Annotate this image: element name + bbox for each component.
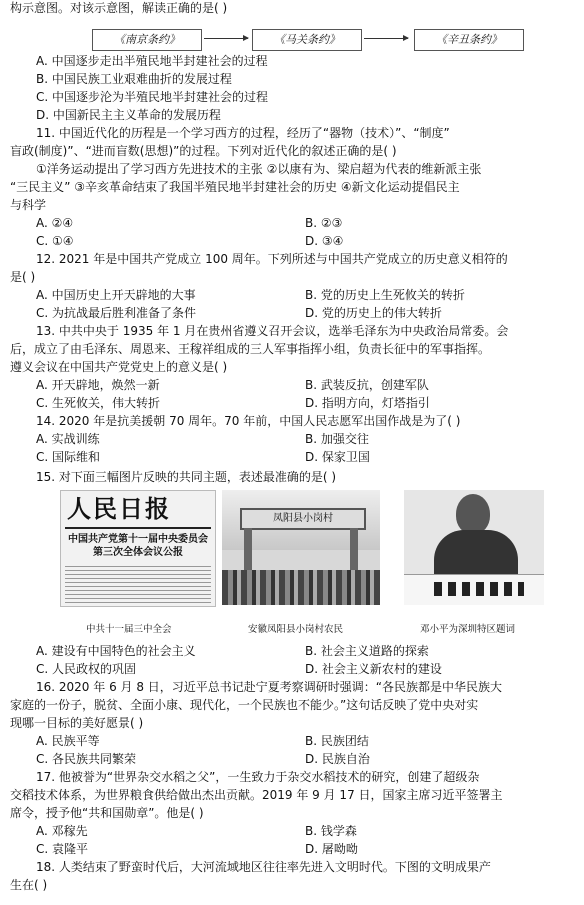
person-body — [434, 530, 518, 580]
question-12-line: 12. 2021 年是中国共产党成立 100 周年。下列所述与中国共产党成立的历史意义相符的 — [36, 252, 508, 266]
option-15-c: C. 人民政权的巩固 — [36, 662, 137, 676]
calligraphy-strokes — [434, 582, 524, 596]
deng-xiaoping-calligraphy-photo — [404, 490, 544, 605]
question-11-line: “三民主义” ③辛亥革命结束了我国半殖民地半封建社会的历史 ④新文化运动提倡民主 — [10, 180, 460, 194]
option-13-d: D. 指明方向，灯塔指引 — [305, 396, 430, 410]
option-10-b: B. 中国民族工业艰难曲折的发展过程 — [36, 72, 232, 86]
village-gate-sign: 凤阳县小岗村 — [240, 508, 366, 530]
option-10-a: A. 中国逐步走出半殖民地半封建社会的过程 — [36, 54, 268, 68]
option-17-c: C. 袁隆平 — [36, 842, 89, 856]
question-18-line: 18. 人类结束了野蛮时代后，大河流域地区往往率先进入文明时代。下图的文明成果产 — [36, 860, 491, 874]
question-17-line: 席令，授予他“共和国勋章”。他是( ) — [10, 806, 204, 820]
option-12-c: C. 为抗战最后胜利准备了条件 — [36, 306, 197, 320]
newspaper-photo — [60, 490, 216, 607]
option-13-c: C. 生死攸关，伟大转折 — [36, 396, 161, 410]
question-18-line: 生在( ) — [10, 878, 48, 892]
question-16-line: 16. 2020 年 6 月 8 日，习近平总书记赴宁夏考察调研时强调：“各民族都是中华民族大 — [36, 680, 502, 694]
option-14-a: A. 实战训练 — [36, 432, 100, 446]
option-10-d: D. 中国新民主主义革命的发展历程 — [36, 108, 221, 122]
option-15-d: D. 社会主义新农村的建设 — [305, 662, 442, 676]
xiaogang-village-photo — [222, 490, 380, 605]
question-10-stem: 构示意图。对该示意图，解读正确的是( ) — [10, 1, 228, 15]
diagram-box-nanjing-treaty: 《南京条约》 — [92, 29, 202, 51]
option-16-c: C. 各民族共同繁荣 — [36, 752, 137, 766]
newspaper-headline: 中国共产党第十一届中央委员会 第三次全体会议公报 — [68, 534, 208, 558]
option-12-a: A. 中国历史上开天辟地的大事 — [36, 288, 196, 302]
option-15-a: A. 建设有中国特色的社会主义 — [36, 644, 196, 658]
option-12-d: D. 党的历史上的伟大转折 — [305, 306, 442, 320]
person-head — [456, 494, 490, 534]
question-11-line: 与科学 — [10, 198, 47, 212]
picture-caption: 中共十一届三中全会 — [86, 624, 172, 635]
question-11-line: ①洋务运动提出了学习西方先进技术的主张 ②以康有为、梁启超为代表的维新派主张 — [36, 162, 482, 176]
option-16-d: D. 民族自治 — [305, 752, 370, 766]
question-13-line: 后，成立了由毛泽东、周恩来、王稼祥组成的三人军事指挥小组，负责长征中的军事指挥。 — [10, 342, 491, 356]
question-17-line: 17. 他被誉为“世界杂交水稻之父”，一生致力于杂交水稻技术的研究，创建了超级杂 — [36, 770, 480, 784]
divider — [65, 527, 211, 529]
question-14-line: 14. 2020 年是抗美援朝 70 周年。70 年前，中国人民志愿军出国作战是为了( ) — [36, 414, 461, 428]
picture-caption: 邓小平为深圳特区题词 — [420, 624, 516, 635]
question-13-line: 13. 中共中央于 1935 年 1 月在贵州省遵义召开会议，选举毛泽东为中央政治局常委。会 — [36, 324, 509, 338]
option-13-a: A. 开天辟地，焕然一新 — [36, 378, 160, 392]
option-16-a: A. 民族平等 — [36, 734, 100, 748]
option-14-b: B. 加强交往 — [305, 432, 369, 446]
option-17-b: B. 钱学森 — [305, 824, 357, 838]
option-17-d: D. 屠呦呦 — [305, 842, 358, 856]
picture-caption: 安徽凤阳县小岗村农民 — [248, 624, 344, 635]
option-11-c: C. ①④ — [36, 234, 74, 248]
question-12-line: 是( ) — [10, 270, 36, 284]
newspaper-masthead: 人民日报 — [67, 494, 171, 523]
option-14-d: D. 保家卫国 — [305, 450, 370, 464]
option-16-b: B. 民族团结 — [305, 734, 369, 748]
question-15-line: 15. 对下面三幅图片反映的共同主题，表述最准确的是( ) — [36, 470, 337, 484]
option-11-d: D. ③④ — [305, 234, 344, 248]
diagram-box-maguan-treaty: 《马关条约》 — [252, 29, 362, 51]
option-15-b: B. 社会主义道路的探索 — [305, 644, 429, 658]
question-11-line: 盲政(制度)”、“进而盲数(思想)”的过程。下列对近代化的叙述正确的是( ) — [10, 144, 397, 158]
arrow-icon — [204, 38, 248, 39]
diagram-box-xinchou-treaty: 《辛丑条约》 — [414, 29, 524, 51]
option-12-b: B. 党的历史上生死攸关的转折 — [305, 288, 465, 302]
question-17-line: 交稻技术体系，为世界粮食供给做出杰出贡献。2019 年 9 月 17 日，国家主席习近平签署主 — [10, 788, 503, 802]
question-16-line: 家庭的一份子，脱贫、全面小康、现代化，一个民族也不能少。”这句话反映了党中央对实 — [10, 698, 479, 712]
question-16-line: 现哪一目标的美好愿景( ) — [10, 716, 144, 730]
newspaper-text-block — [65, 563, 211, 603]
option-14-c: C. 国际维和 — [36, 450, 101, 464]
option-11-a: A. ②④ — [36, 216, 74, 230]
question-13-line: 遵义会议在中国共产党党史上的意义是( ) — [10, 360, 228, 374]
option-10-c: C. 中国逐步沦为半殖民地半封建社会的过程 — [36, 90, 269, 104]
arrow-icon — [364, 38, 408, 39]
question-11-line: 11. 中国近代化的历程是一个学习西方的过程，经历了“器物（技术）”、“制度” — [36, 126, 450, 140]
option-17-a: A. 邓稼先 — [36, 824, 88, 838]
option-11-b: B. ②③ — [305, 216, 343, 230]
option-13-b: B. 武装反抗，创建军队 — [305, 378, 429, 392]
villagers-crowd — [222, 570, 380, 605]
